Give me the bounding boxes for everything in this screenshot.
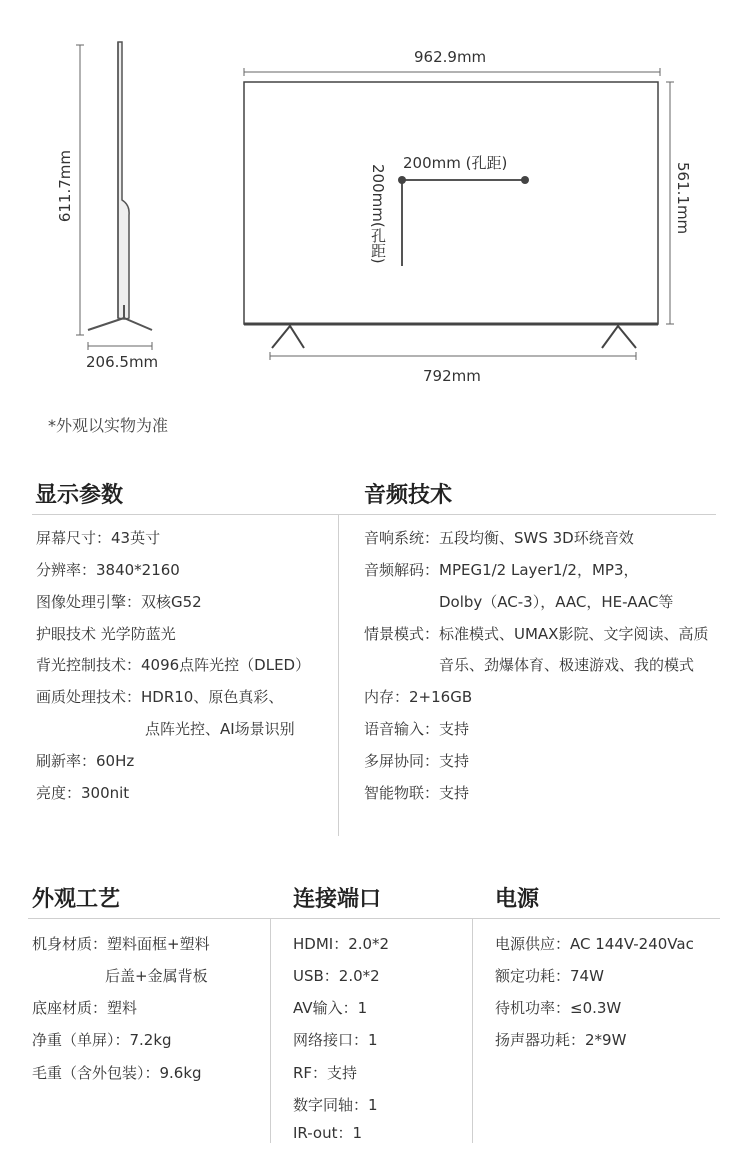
spec-row: 毛重（含外包装）：9.6kg bbox=[32, 1064, 202, 1082]
spec-row: 屏幕尺寸：43英寸 bbox=[36, 529, 161, 547]
vesa-vertical-label: 200mm(孔距) bbox=[369, 164, 387, 264]
spec-row: 音乐、劲爆体育、极速游戏、我的模式 bbox=[439, 656, 695, 674]
spec-row: 待机功率：≤0.3W bbox=[495, 999, 622, 1017]
spec-row: USB：2.0*2 bbox=[293, 967, 380, 985]
spec-row: 智能物联：支持 bbox=[364, 784, 470, 802]
spec-row: 数字同轴：1 bbox=[293, 1096, 378, 1114]
spec-row: 底座材质：塑料 bbox=[32, 999, 138, 1017]
spec-row: 额定功耗：74W bbox=[495, 967, 604, 985]
spec-row: IR-out：1 bbox=[293, 1124, 363, 1142]
spec-row: 点阵光控、AI场景识别 bbox=[145, 720, 295, 738]
spec-row: 内存：2+16GB bbox=[364, 688, 473, 706]
side-height-label: 611.7mm bbox=[56, 150, 74, 223]
spec-row: 刷新率：60Hz bbox=[36, 752, 135, 770]
column-divider bbox=[270, 918, 271, 1143]
display-section-title: 显示参数 bbox=[35, 483, 124, 508]
appearance-section-title: 外观工艺 bbox=[32, 887, 121, 912]
power-section-title: 电源 bbox=[495, 887, 540, 912]
spec-row: 后盖+金属背板 bbox=[105, 967, 208, 985]
spec-row: 音响系统：五段均衡、SWS 3D环绕音效 bbox=[364, 529, 634, 547]
ports-section-title: 连接端口 bbox=[293, 887, 382, 912]
spec-row: 图像处理引擎：双核G52 bbox=[36, 593, 202, 611]
spec-row: RF：支持 bbox=[293, 1064, 358, 1082]
spec-row: 网络接口：1 bbox=[293, 1031, 378, 1049]
section-rule bbox=[28, 918, 720, 919]
front-view-drawing bbox=[244, 68, 674, 360]
spec-row: HDMI：2.0*2 bbox=[293, 935, 390, 953]
front-height-label: 561.1mm bbox=[674, 162, 692, 235]
audio-section-title: 音频技术 bbox=[364, 483, 453, 508]
side-view-drawing bbox=[76, 42, 152, 350]
spec-row: 画质处理技术：HDR10、原色真彩、 bbox=[36, 688, 284, 706]
front-width-label: 962.9mm bbox=[414, 48, 487, 66]
spec-row: AV输入：1 bbox=[293, 999, 368, 1017]
spec-row: 亮度：300nit bbox=[36, 784, 130, 802]
appearance-note: *外观以实物为准 bbox=[48, 416, 169, 435]
section-rule bbox=[32, 514, 716, 515]
spec-row: 背光控制技术：4096点阵光控（DLED） bbox=[36, 656, 311, 674]
spec-row: 多屏协同：支持 bbox=[364, 752, 470, 770]
column-divider bbox=[472, 918, 473, 1143]
spec-row: Dolby（AC-3），AAC，HE-AAC等 bbox=[439, 593, 674, 611]
spec-row: 语音输入：支持 bbox=[364, 720, 470, 738]
spec-row: 电源供应：AC 144V-240Vac bbox=[495, 935, 694, 953]
spec-row: 机身材质：塑料面框+塑料 bbox=[32, 935, 210, 953]
column-divider bbox=[338, 514, 339, 836]
spec-row: 音频解码：MPEG1/2 Layer1/2，MP3， bbox=[364, 561, 639, 579]
spec-row: 分辨率：3840*2160 bbox=[36, 561, 180, 579]
vesa-horizontal-label: 200mm (孔距) bbox=[403, 154, 508, 172]
spec-row: 扬声器功耗：2*9W bbox=[495, 1031, 627, 1049]
side-depth-label: 206.5mm bbox=[86, 353, 159, 371]
spec-row: 净重（单屏）：7.2kg bbox=[32, 1031, 172, 1049]
stand-span-label: 792mm bbox=[423, 367, 481, 385]
spec-row: 情景模式：标准模式、UMAX影院、文字阅读、高质 bbox=[364, 625, 709, 643]
spec-row: 护眼技术 光学防蓝光 bbox=[36, 625, 176, 643]
